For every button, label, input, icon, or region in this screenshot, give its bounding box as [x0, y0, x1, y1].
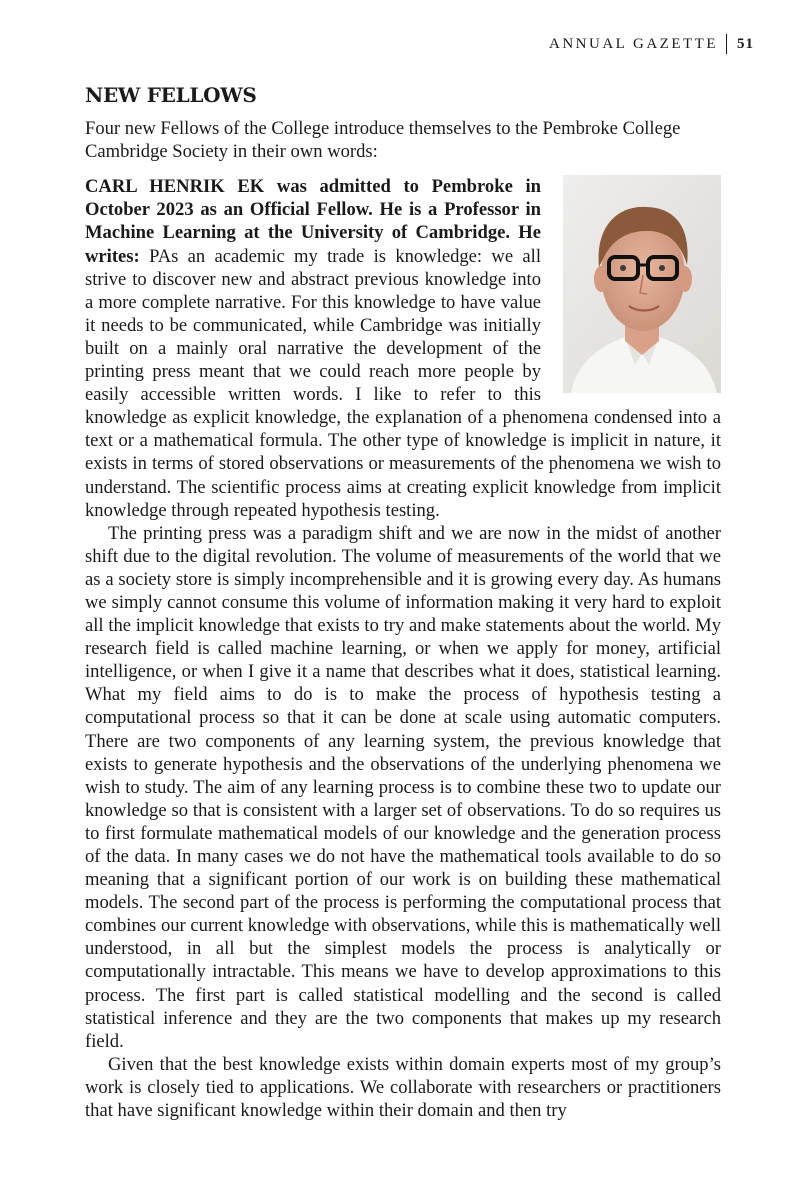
- portrait-photo: [563, 175, 721, 393]
- third-paragraph: Given that the best knowledge exists within domain experts most of my group’s work is closely tied to applications. We collaborate with researchers or practitioners that have significant knowledge within their domain and then try: [85, 1053, 721, 1122]
- first-paragraph-body: PAs an academic my trade is knowledge: we all strive to discover new and abstract previous knowledge into a more complete narrative. For this knowledge to have value it needs to be communicated, while Cambridge was initially built on a mainly oral narrative the development of the printing press meant that we could reach more people by easily accessible written words. I like to refer to this knowledge as explicit knowledge, the explanation of a phenomena condensed into a text or a mathematical formula. The other type of knowledge is implicit in nature, it exists in terms of stored observations or measurements of the phenomena we wish to understand. The scientific process aims at creating explicit knowledge from implicit knowledge through repeated hypothesis testing.: [85, 245, 721, 521]
- section-heading: NEW FELLOWS: [85, 83, 257, 107]
- header-divider: [726, 34, 727, 54]
- running-head: [549, 34, 754, 54]
- intro-paragraph: Four new Fellows of the College introduce themselves to the Pembroke College Cambridge Society in their own words:: [85, 118, 681, 163]
- running-title: ANNUAL GAZETTE: [549, 35, 718, 52]
- article: [85, 84, 721, 1122]
- lead-in: CARL HENRIK EK was admitted to Pembroke in October 2023 as an Official Fellow. He is a Professor in Machine Learning at the University of Cambridge. He writes:: [85, 176, 541, 267]
- second-paragraph: The printing press was a paradigm shift and we are now in the midst of another shift due to the digital revolution. The volume of measurements of the world that we as a society store is simply incomprehensible and it is growing every day. As humans we simply cannot consume this volume of information making it very hard to exploit all the implicit knowledge that exists to try and make statements about the world. My research field is called machine learning, or when we apply for money, artificial intelligence, or when I give it a name that describes what it does, statistical learning. What my field aims to do is to make the process of hypothesis testing a computational process so that it can be done at scale using automatic computers. There are two components of any learning system, the previous knowledge that exists to generate hypothesis and the observations of the underlying phenomena we wish to study. The aim of any learning process is to combine these two to update our knowledge so that is consistent with a larger set of observations. To do so requires us to first formulate mathematical models of our knowledge and the generation process of the data. In many cases we do not have the mathematical tools available to do so meaning that a significant portion of our work is on building these mathematical models. The second part of the process is performing the computational process that combines our current knowledge with observations, while this is mathematically well understood, in all but the simplest models the process is analytically or computationally intractable. This means we have to develop approximations to this process. The first part is called statistical modelling and the second is called statistical inference and they are the two components that makes up my research field.: [85, 522, 721, 1052]
- page-number: 51: [737, 35, 754, 52]
- portrait-icon: [563, 175, 721, 393]
